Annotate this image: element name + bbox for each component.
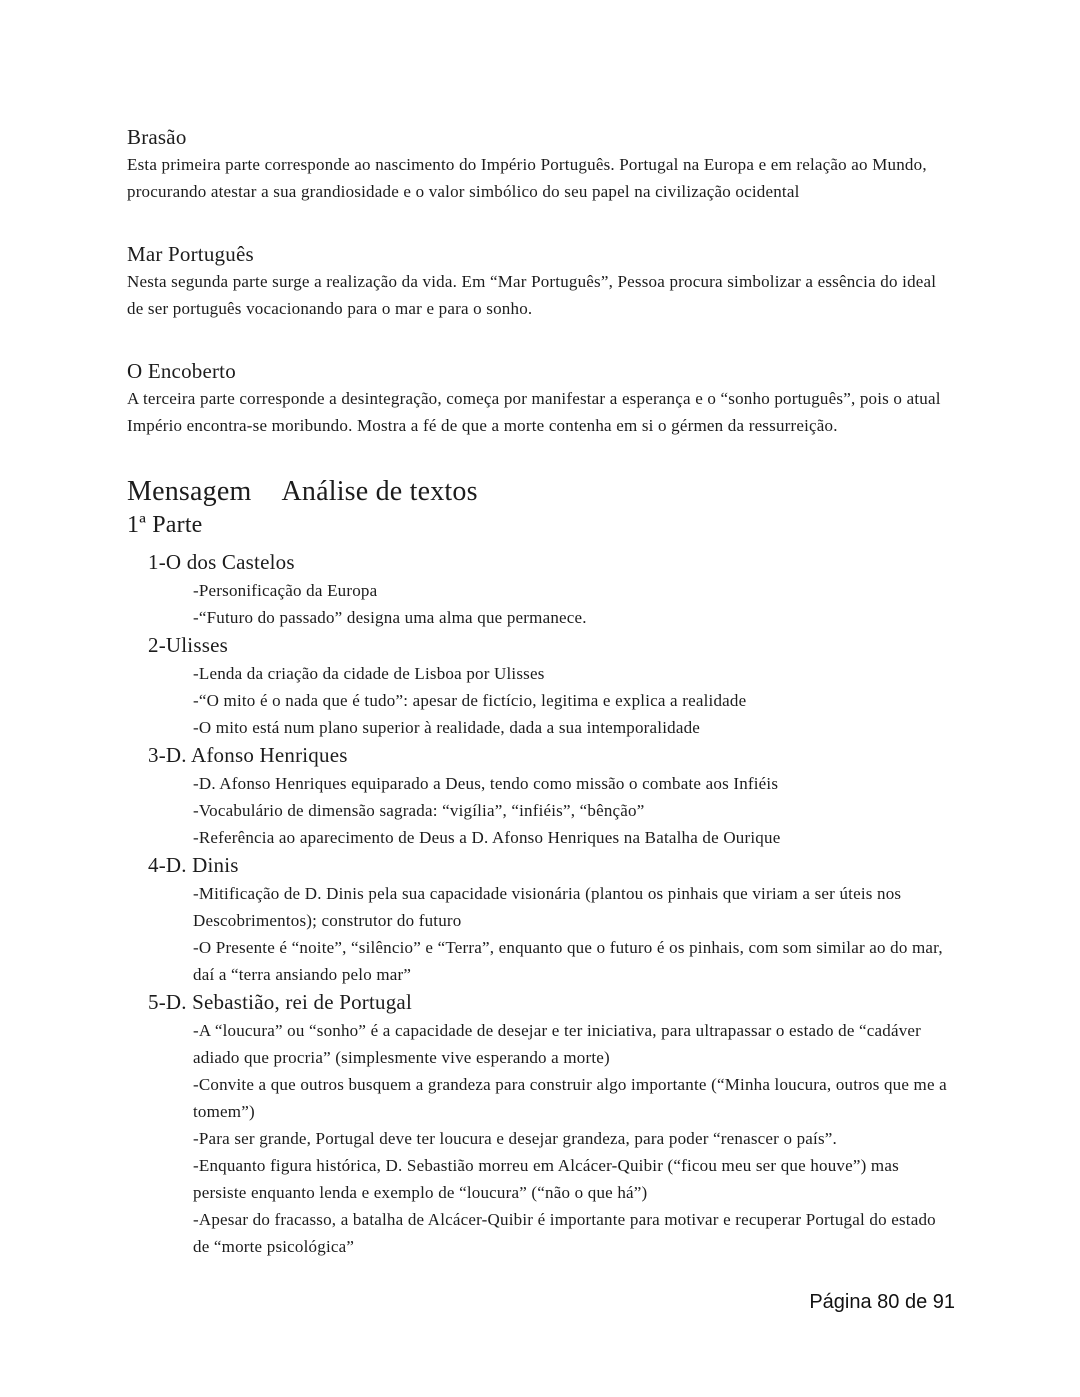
analysis-item	[127, 548, 955, 631]
bullet-line: -“Futuro do passado” designa uma alma que permanece.	[193, 608, 587, 627]
main-title	[127, 475, 955, 509]
item-heading: 2-Ulisses	[148, 633, 228, 657]
bullet-list	[127, 1017, 955, 1260]
main-title-subtitle: Análise de textos	[281, 476, 478, 507]
analysis-items	[127, 548, 955, 1260]
bullet-list	[127, 660, 955, 741]
bullet-line: -Lenda da criação da cidade de Lisboa por Ulisses	[193, 664, 545, 683]
bullet-line: -A “loucura” ou “sonho” é a capacidade de desejar e ter iniciativa, para ultrapassar o estado de “cadáver adiado que procria” (simplesmente vive esperando a morte)	[193, 1021, 922, 1067]
analysis-item	[127, 631, 955, 741]
intro-section	[127, 358, 955, 439]
bullet-line: -“O mito é o nada que é tudo”: apesar de fictício, legitima e explica a realidade	[193, 691, 747, 710]
bullet-line: -Convite a que outros busquem a grandeza para construir algo importante (“Minha loucura, outros que me a tomem”)	[193, 1075, 947, 1121]
item-heading: 4-D. Dinis	[148, 853, 239, 877]
page-number: Página 80 de 91	[809, 1291, 955, 1313]
bullet-line: -Vocabulário de dimensão sagrada: “vigília”, “infiéis”, “bênção”	[193, 801, 645, 820]
section-body: Nesta segunda parte surge a realização da vida. Em “Mar Português”, Pessoa procura simbolizar a essência do ideal de ser português vocacionando para o mar e para o sonho.	[127, 272, 937, 318]
item-heading: 5-D. Sebastião, rei de Portugal	[148, 990, 412, 1014]
bullet-line: -Enquanto figura histórica, D. Sebastião morreu em Alcácer-Quibir (“ficou meu ser que houve”) mas persiste enquanto lenda e exemplo de “loucura” (“não o que há”)	[193, 1156, 899, 1202]
item-heading: 3-D. Afonso Henriques	[148, 743, 348, 767]
bullet-line: -Apesar do fracasso, a batalha de Alcácer-Quibir é importante para motivar e recuperar Portugal do estado de “morte psicológica”	[193, 1210, 936, 1256]
part-heading: 1ª Parte	[127, 512, 203, 538]
bullet-line: -Para ser grande, Portugal deve ter loucura e desejar grandeza, para poder “renascer o país”.	[193, 1129, 837, 1148]
section-body: Esta primeira parte corresponde ao nascimento do Império Português. Portugal na Europa e em relação ao Mundo, procurando atestar a sua grandiosidade e o valor simbólico do seu papel na civilização ocidental	[127, 155, 927, 201]
intro-section	[127, 241, 955, 322]
main-title-word: Mensagem	[127, 476, 252, 507]
intro-sections	[127, 124, 955, 439]
bullet-line: -Referência ao aparecimento de Deus a D. Afonso Henriques na Batalha de Ourique	[193, 828, 781, 847]
bullet-list	[127, 577, 955, 631]
intro-section	[127, 124, 955, 205]
section-body: A terceira parte corresponde a desintegração, começa por manifestar a esperança e o “sonho português”, pois o atual Império encontra-se moribundo. Mostra a fé de que a morte contenha em si o gérmen da ressurreição.	[127, 389, 941, 435]
bullet-list	[127, 770, 955, 851]
bullet-list	[127, 880, 955, 988]
bullet-line: -O mito está num plano superior à realidade, dada a sua intemporalidade	[193, 718, 701, 737]
section-heading: Mar Português	[127, 242, 254, 266]
section-heading: Brasão	[127, 125, 187, 149]
section-heading: O Encoberto	[127, 359, 236, 383]
item-heading: 1-O dos Castelos	[148, 550, 295, 574]
bullet-line: -Personificação da Europa	[193, 581, 378, 600]
bullet-line: -D. Afonso Henriques equiparado a Deus, tendo como missão o combate aos Infiéis	[193, 774, 779, 793]
analysis-item	[127, 851, 955, 988]
analysis-item	[127, 988, 955, 1260]
bullet-line: -O Presente é “noite”, “silêncio” e “Terra”, enquanto que o futuro é os pinhais, com som similar ao do mar, daí a “terra ansiando pelo mar”	[193, 938, 943, 984]
analysis-item	[127, 741, 955, 851]
bullet-line: -Mitificação de D. Dinis pela sua capacidade visionária (plantou os pinhais que viriam a ser úteis nos Descobrimentos); construtor do futuro	[193, 884, 902, 930]
